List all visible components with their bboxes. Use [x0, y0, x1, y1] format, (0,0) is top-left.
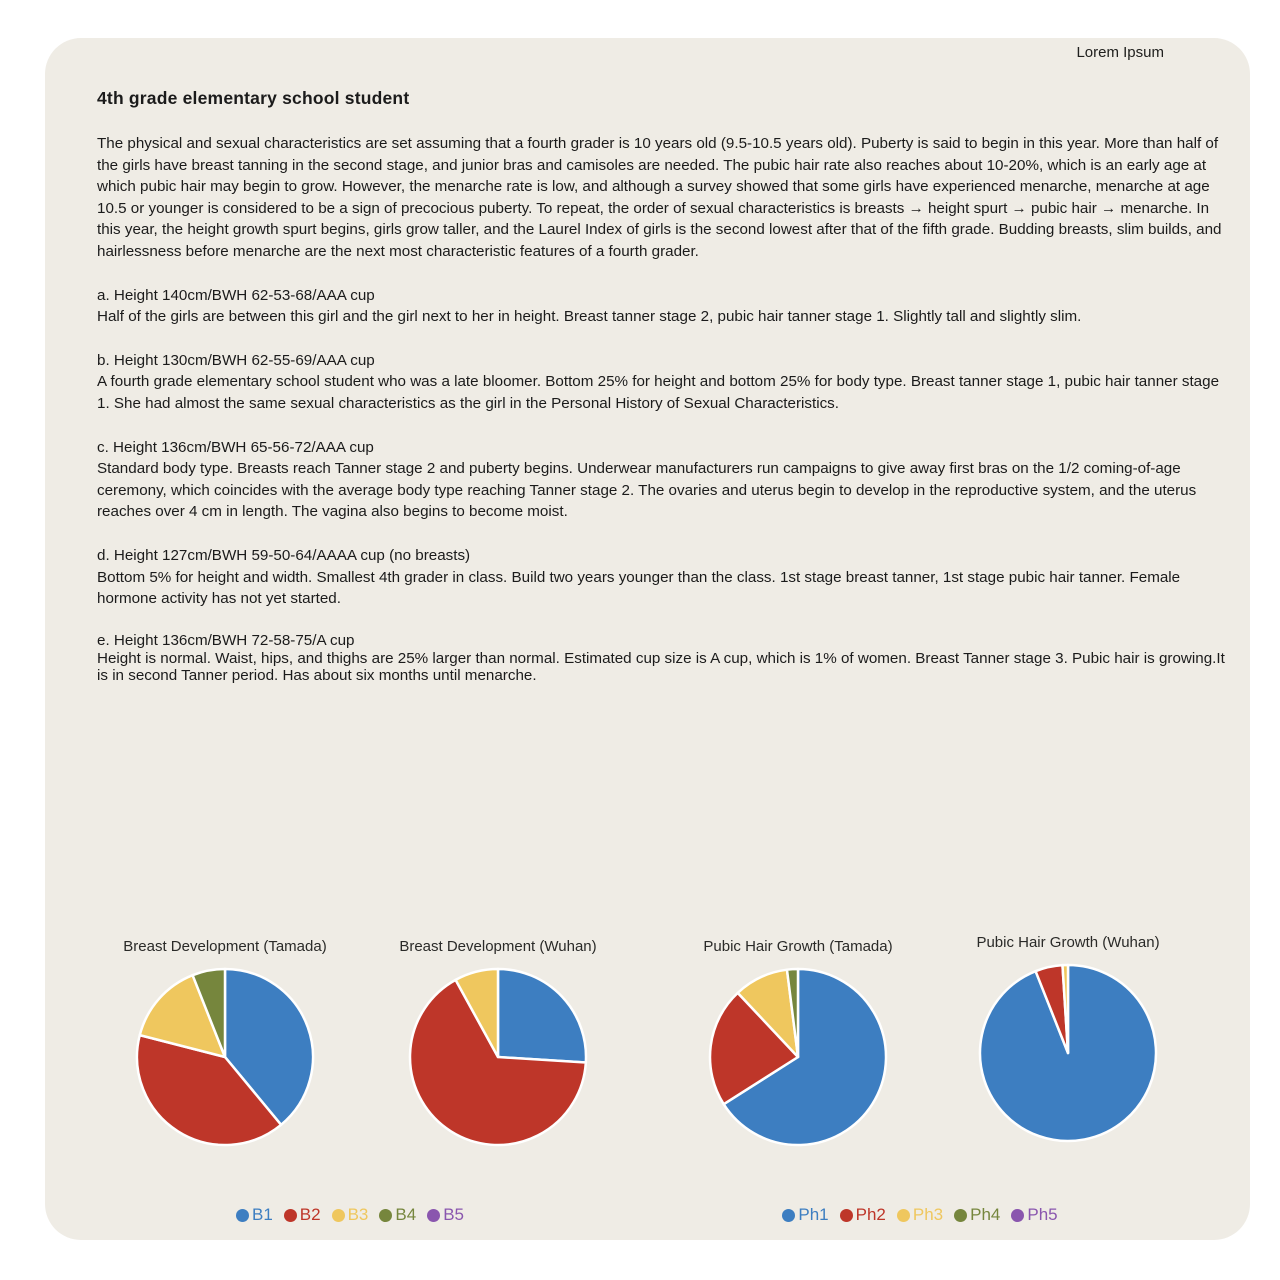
legend-label: B4: [395, 1205, 417, 1224]
legend-dot-icon: [427, 1209, 440, 1222]
section-heading: e. Height 136cm/BWH 72-58-75/A cup: [97, 631, 355, 649]
section-body: Height is normal. Waist, hips, and thighs are 25% larger than normal. Estimated cup size is A cup, which is 1% of women. Breast Tanner stage 3. Pubic hair is growing.It is in second Tanner period. Has about six months until menarche.: [97, 649, 1225, 685]
pie-chart-pubic-wuhan: [958, 934, 1178, 1148]
section-heading: d. Height 127cm/BWH 59-50-64/AAAA cup (no breasts): [97, 546, 471, 564]
legend-item-Ph2: [840, 1205, 886, 1225]
section-heading: c. Height 136cm/BWH 65-56-72/AAA cup: [97, 438, 374, 456]
legend-dot-icon: [332, 1209, 345, 1222]
legend-label: Ph1: [798, 1205, 829, 1224]
intro-paragraph: The physical and sexual characteristics are set assuming that a fourth grader is 10 years old (9.5-10.5 years old). Puberty is said to begin in this year. More than half of the girls have breast tanning in the second stage, and junior bras and camisoles are needed. The pubic hair rate also reaches about 10-20%, which is an early age at which pubic hair may begin to grow. However, the menarche rate is low, and although a survey showed that some girls have experienced menarche, menarche at age 10.5 or younger is considered to be a sign of precocious puberty. To repeat, the order of sexual characteristics is breasts → height spurt → pubic hair → menarche. In this year, the height growth spurt begins, girls grow taller, and the Laurel Index of girls is the second lowest after that of the fifth grade. Budding breasts, slim builds, and hairlessness before menarche are the next most characteristic features of a fourth grader.: [97, 135, 1222, 260]
legend-label: Ph3: [912, 1205, 944, 1224]
legend-dot-icon: [782, 1209, 795, 1222]
chart-title: Pubic Hair Growth (Tamada): [703, 938, 893, 955]
legend-item-Ph3: [897, 1205, 943, 1225]
section-body: A fourth grade elementary school student who was a late bloomer. Bottom 25% for height and bottom 25% for body type. Breast tanner stage 1, pubic hair tanner stage 1. She had almost the same sexual characteristics as the girl in the Personal History of Sexual Characteristics.: [97, 373, 1220, 412]
legend-label: Ph4: [970, 1205, 1001, 1224]
charts-block: [45, 934, 1250, 1224]
legend-item-Ph1: [782, 1205, 828, 1225]
pie-chart-pubic-tamada: [688, 938, 908, 1152]
section-c: [97, 437, 1235, 523]
legend-pubic-stages: [695, 1204, 1145, 1226]
legend-dot-icon: [284, 1209, 297, 1222]
legend-label: Ph2: [855, 1205, 886, 1224]
pie-breast-tamada: [130, 962, 320, 1152]
legend-item-Ph4: [954, 1205, 1000, 1225]
chart-title: Breast Development (Tamada): [123, 938, 327, 955]
pie-chart-breast-wuhan: [388, 938, 608, 1152]
legend-label: B1: [252, 1205, 273, 1224]
legend-dot-icon: [897, 1209, 910, 1222]
pie-pubic-tamada: [703, 962, 893, 1152]
section-body: Bottom 5% for height and width. Smallest 4th grader in class. Build two years younger than the class. 1st stage breast tanner, 1st stage pubic hair tanner. Female hormone activity has not yet started.: [97, 568, 1181, 608]
legend-breast-stages: [125, 1204, 575, 1226]
legend-item-Ph5: [1011, 1205, 1057, 1225]
document-card: [45, 38, 1250, 1240]
legend-dot-icon: [840, 1209, 853, 1222]
pie-breast-wuhan: [403, 962, 593, 1152]
section-b: [97, 350, 1235, 415]
legend-item-B2: [284, 1205, 321, 1225]
legend-item-B5: [427, 1205, 464, 1225]
legend-label: B5: [443, 1205, 464, 1224]
section-heading: b. Height 130cm/BWH 62-55-69/AAA cup: [97, 351, 375, 369]
section-d: [97, 545, 1235, 610]
section-body: Standard body type. Breasts reach Tanner stage 2 and puberty begins. Underwear manufacturers run campaigns to give away first bras on the 1/2 coming-of-age ceremony, which coincides with the average body type reaching Tanner stage 2. The ovaries and uterus begin to develop in the reproductive system, and the uterus reaches over 4 cm in length. The vagina also begins to become moist.: [97, 460, 1197, 521]
legend-dot-icon: [236, 1209, 249, 1222]
legend-item-B4: [379, 1205, 416, 1225]
section-body: Half of the girls are between this girl and the girl next to her in height. Breast tanner stage 2, pubic hair tanner stage 1. Slightly tall and slightly slim.: [97, 308, 1082, 326]
legend-dot-icon: [379, 1209, 392, 1222]
legend-dot-icon: [954, 1209, 967, 1222]
legend-label: Ph5: [1027, 1205, 1058, 1224]
legend-item-B1: [236, 1205, 273, 1225]
legend-item-B3: [332, 1205, 369, 1225]
pie-slice-B1: [498, 969, 586, 1063]
legend-dot-icon: [1011, 1209, 1024, 1222]
chart-title: Pubic Hair Growth (Wuhan): [976, 934, 1160, 951]
pie-chart-breast-tamada: [115, 938, 335, 1152]
chart-title: Breast Development (Wuhan): [399, 938, 597, 955]
pie-pubic-wuhan: [973, 958, 1163, 1148]
page-title: 4th grade elementary school student: [97, 88, 410, 108]
watermark-label: Lorem Ipsum: [1076, 44, 1164, 61]
section-heading: a. Height 140cm/BWH 62-53-68/AAA cup: [97, 286, 375, 304]
section-e: [97, 632, 1235, 685]
legend-label: B3: [347, 1205, 369, 1224]
section-a: [97, 285, 1235, 328]
legend-label: B2: [299, 1205, 321, 1224]
